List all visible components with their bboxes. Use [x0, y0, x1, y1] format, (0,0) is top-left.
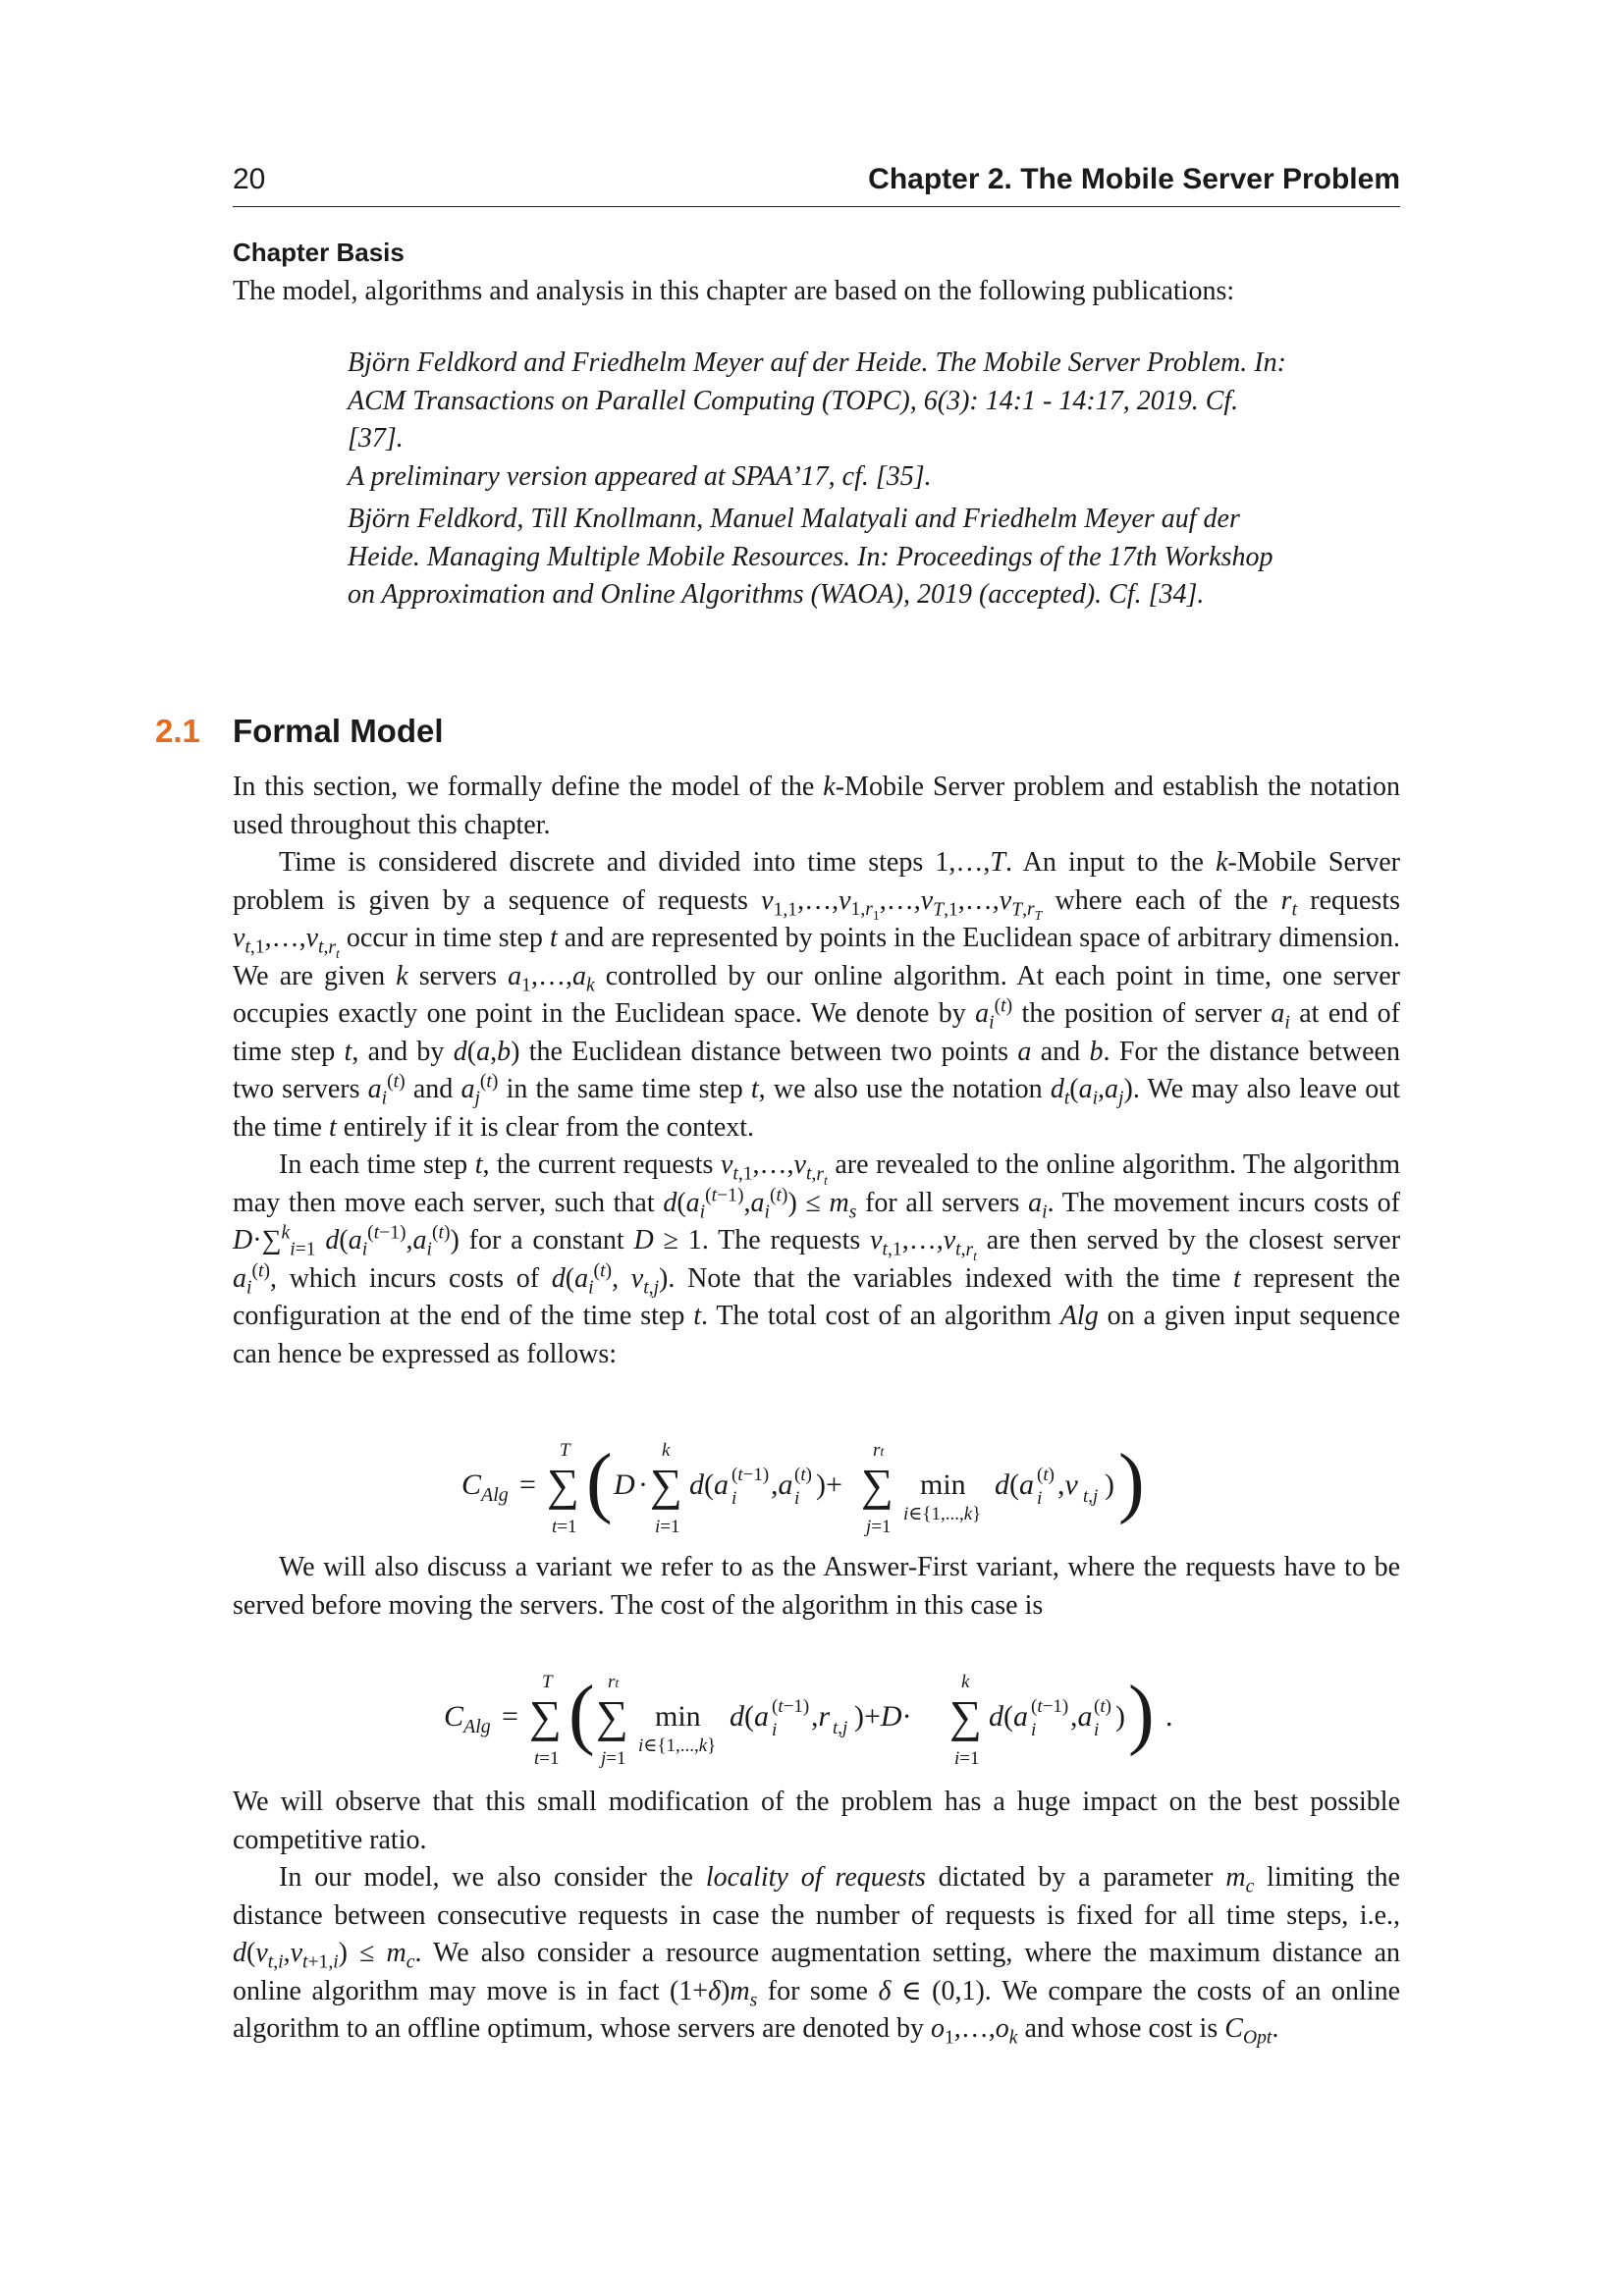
publication-1-note: A preliminary version appeared at SPAA’17, cf. [35].	[348, 460, 932, 492]
paragraph-2: Time is considered discrete and divided into time steps 1,…,T. An input to the k-Mobile Server problem is given by a sequence of requests $v_{1,1},\dots,v_{1,r_1},\dots,v_{T,1},\dots,v_{T,r_T}$ where each of the $r_t$ requests $v_{t,1},\dots,v_{t,r_t}$ occur in time step t and are represented by points in the Euclidean space of arbitrary dimension. We are given k servers $a_1,\dots,a_k$ controlled by our online algorithm. At each point in time, one server occupies exactly one point in the Euclidean space. We denote by $a_i^{(t)}$ the position of server $a_i$ at end of time step t, and by d(a,b) the Euclidean distance between two points a and b. For the distance between two servers $a_i^{(t)}$ and $a_j^{(t)}$ in the same time step t, we also use the notation $d_t(a_i,a_j)$. We may also leave out the time t entirely if it is clear from the context.	[233, 847, 1401, 1143]
paragraph-6: In our model, we also consider the locality of requests dictated by a parameter $m_c$ limiting the distance between consecutive requests in case the number of requests is fixed for all time steps, i.e., $d(v_{t,i},v_{t+1,i}) \le m_c$. We also consider a resource augmentation setting, where the maximum distance an online algorithm may move is in fact $(1+\delta)m_s$ for some δ ∈ (0,1). We compare the costs of an online algorithm to an offline optimum, whose servers are denoted by $o_1,\dots,o_k$ and whose cost is $C_{Opt}$.	[233, 1862, 1400, 2049]
running-header-title: Chapter 2. The Mobile Server Problem	[868, 163, 1400, 195]
svg-text:i: i	[794, 1488, 800, 1509]
svg-text:t,j: t,j	[1083, 1486, 1099, 1507]
svg-text:k: k	[961, 1672, 970, 1692]
svg-text:rt: rt	[608, 1672, 620, 1692]
svg-text:T: T	[542, 1672, 553, 1692]
equation-total-cost	[233, 1435, 1400, 1537]
svg-text:(t): (t)	[1037, 1465, 1055, 1485]
svg-text:): )	[1128, 1671, 1155, 1757]
section-number: 2.1	[155, 713, 200, 749]
svg-text:): )	[1115, 1700, 1125, 1733]
publication-2-citation: Björn Feldkord, Till Knollmann, Manuel Malatyali and Friedhelm Meyer auf der Heide. Managing Multiple Mobile Resources. In: Proceedings of the 17th Workshop on Approximation and Online Algorithms (WAOA), 2019 (accepted). Cf. [34].	[348, 504, 1273, 610]
svg-text:d(a: d(a	[730, 1700, 769, 1733]
svg-text:i=1: i=1	[954, 1748, 980, 1769]
svg-text:∑: ∑	[529, 1691, 562, 1741]
header-rule	[233, 206, 1400, 207]
svg-text:,a: ,a	[771, 1468, 793, 1501]
svg-text:Alg: Alg	[481, 1484, 509, 1506]
svg-text:t=1: t=1	[534, 1748, 560, 1769]
svg-text:∑: ∑	[547, 1460, 579, 1510]
svg-text:(t−1): (t−1)	[1031, 1696, 1069, 1717]
publication-1	[348, 345, 1290, 496]
svg-text:∑: ∑	[650, 1460, 682, 1510]
svg-text:=: =	[519, 1468, 536, 1501]
paragraph-1: In this section, we formally define the model of the k-Mobile Server problem and establish the notation used throughout this chapter.	[233, 772, 1400, 840]
svg-text:min: min	[920, 1468, 966, 1501]
svg-text:j=1: j=1	[601, 1748, 626, 1769]
svg-text:min: min	[655, 1700, 701, 1733]
svg-text:k: k	[662, 1440, 671, 1461]
svg-text:): )	[1105, 1468, 1114, 1501]
publication-1-citation: Björn Feldkord and Friedhelm Meyer auf der Heide. The Mobile Server Problem. In: ACM Transactions on Parallel Computing (TOPC), 6(3): 14:1 - 14:17, 2019. Cf. [37].	[348, 347, 1286, 454]
body-text-block-1	[233, 769, 1400, 1373]
svg-text:i: i	[1031, 1720, 1037, 1740]
svg-text:.: .	[1165, 1700, 1173, 1733]
svg-text:i: i	[772, 1720, 778, 1740]
svg-text:i∈{1,...,k}: i∈{1,...,k}	[638, 1735, 717, 1756]
body-text-block-2	[233, 1549, 1400, 1625]
equation-answer-first-cost	[233, 1667, 1400, 1769]
svg-text:,a: ,a	[1070, 1700, 1093, 1733]
svg-text:∑: ∑	[596, 1691, 628, 1741]
svg-text:D: D	[614, 1468, 635, 1501]
paragraph-3: In each time step t, the current requests $v_{t,1},\dots,v_{t,r_t}$ are revealed to the online algorithm. The algorithm may then move each server, such that $d(a_i^{(t-1)},a_i^{(t)}) \le m_s$ for all servers $a_i$. The movement incurs costs of D·∑$^k_{i=1}$ $d(a_i^{(t-1)},a_i^{(t)})$ for a constant D ≥ 1. The requests $v_{t,1},\dots,v_{t,r_t}$ are then served by the closest server $a_i^{(t)}$, which incurs costs of $d(a_i^{(t)}$, $v_{t,j}$). Note that the variables indexed with the time t represent the configuration at the end of the time step t. The total cost of an algorithm Alg on a given input sequence can hence be expressed as follows:	[233, 1149, 1401, 1369]
svg-text:rt: rt	[873, 1440, 885, 1461]
svg-text:=: =	[502, 1700, 518, 1733]
svg-text:i: i	[731, 1488, 737, 1509]
svg-text:,r: ,r	[811, 1700, 831, 1733]
svg-text:(: (	[586, 1439, 613, 1525]
svg-text:(: (	[568, 1671, 595, 1757]
svg-text:d(a: d(a	[689, 1468, 729, 1501]
svg-text:d(a: d(a	[995, 1468, 1034, 1501]
svg-text:i=1: i=1	[655, 1517, 680, 1537]
svg-text:)+D·: )+D·	[854, 1700, 912, 1733]
svg-text:(t−1): (t−1)	[772, 1696, 810, 1717]
publication-2	[348, 501, 1290, 614]
svg-text:C: C	[444, 1700, 464, 1733]
svg-text:d(a: d(a	[989, 1700, 1028, 1733]
svg-text:j=1: j=1	[866, 1517, 892, 1537]
publication-list	[348, 345, 1290, 619]
page-number: 20	[233, 163, 266, 195]
svg-text:): )	[1118, 1439, 1145, 1525]
svg-text:T: T	[560, 1440, 570, 1461]
svg-text:i: i	[1094, 1720, 1100, 1740]
svg-text:i: i	[1037, 1488, 1043, 1509]
svg-text:∑: ∑	[861, 1460, 893, 1510]
svg-text:)+: )+	[816, 1468, 842, 1501]
body-text-block-3	[233, 1784, 1400, 2049]
svg-text:(t): (t)	[1094, 1696, 1111, 1717]
svg-text:(t): (t)	[794, 1465, 812, 1485]
svg-text:,v: ,v	[1057, 1468, 1078, 1501]
svg-text:∑: ∑	[949, 1691, 982, 1741]
chapter-basis-intro: The model, algorithms and analysis in this chapter are based on the following publications:	[233, 276, 1235, 306]
svg-text:Alg: Alg	[463, 1716, 491, 1737]
paragraph-5: We will observe that this small modification of the problem has a huge impact on the best possible competitive ratio.	[233, 1787, 1400, 1855]
svg-text:(t−1): (t−1)	[731, 1465, 770, 1485]
chapter-basis-heading: Chapter Basis	[233, 238, 405, 267]
section-title: Formal Model	[233, 713, 444, 749]
svg-text:t,j: t,j	[833, 1718, 848, 1738]
paragraph-4: We will also discuss a variant we refer to as the Answer-First variant, where the requests have to be served before moving the servers. The cost of the algorithm in this case is	[233, 1552, 1400, 1621]
svg-text:·: ·	[638, 1468, 648, 1501]
svg-text:i∈{1,...,k}: i∈{1,...,k}	[903, 1504, 982, 1524]
svg-text:C: C	[461, 1468, 482, 1501]
svg-text:t=1: t=1	[552, 1517, 577, 1537]
